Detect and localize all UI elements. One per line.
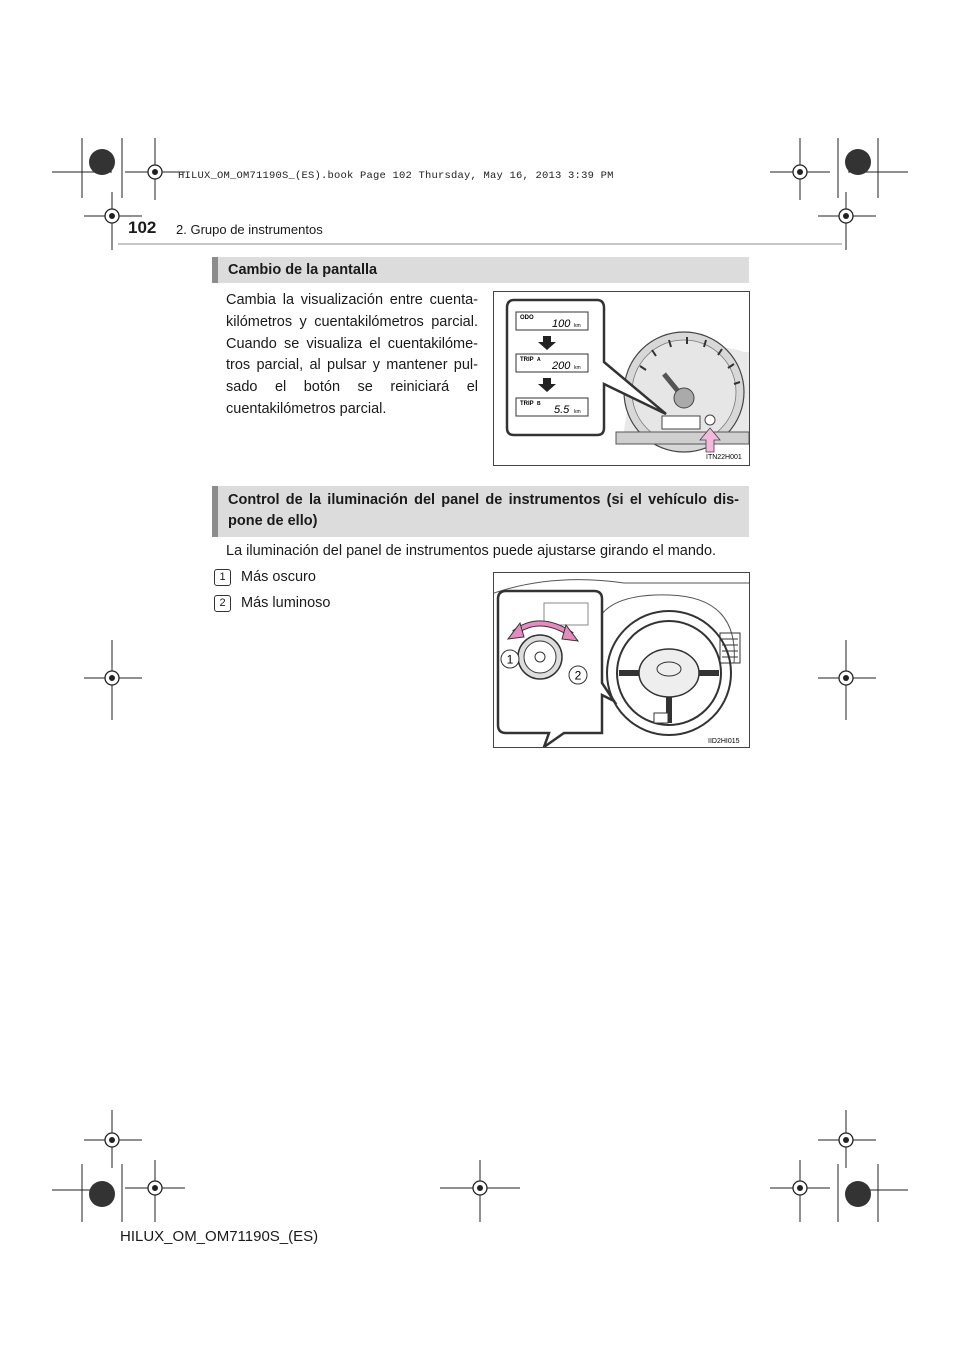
figure-odometer-display: [493, 291, 750, 466]
dashboard-illustration: [494, 573, 749, 747]
callout-2: 2: [574, 668, 582, 683]
tripa-suffix: A: [537, 357, 541, 363]
tripb-suffix: B: [537, 401, 541, 407]
tripa-label: TRIP: [520, 357, 534, 363]
display-change-text: Cambia la visualización entre cuenta-kilómetros y cuentakilómetros parcial. Cuando se visualiza el cuentakilóme-tros parcial, al pulsar y mantener pul-sado el botón se reiniciará el cuentakilómetros parcial.: [226, 292, 478, 417]
footer-doc-id: HILUX_OM_OM71190S_(ES): [120, 1228, 319, 1245]
figure-code: IID2HI015: [708, 738, 740, 745]
figure-code: ITN22H001: [706, 454, 742, 461]
section-title: 2. Grupo de instrumentos: [176, 222, 323, 237]
item-label: Más oscuro: [241, 569, 316, 585]
header-rule: [118, 243, 842, 245]
list-item-darker: [214, 569, 316, 586]
tripb-unit: km: [574, 409, 581, 415]
heading-display-change: Cambio de la pantalla: [212, 257, 749, 283]
illumination-text: La iluminación del panel de instrumentos puede ajustarse girando el mando.: [226, 543, 717, 559]
odometer-illustration: [494, 292, 749, 465]
page-number: 102: [128, 218, 157, 237]
list-item-brighter: [214, 595, 330, 612]
tripa-unit: km: [574, 365, 581, 371]
tripb-value: 5.5: [554, 404, 570, 416]
figure-illumination-knob: [493, 572, 750, 748]
callout-1: 1: [506, 652, 514, 667]
odo-unit: km: [574, 323, 581, 329]
item-number: 1: [214, 569, 231, 586]
tripb-label: TRIP: [520, 401, 534, 407]
tripa-value: 200: [552, 360, 571, 372]
book-info-line: HILUX_OM_OM71190S_(ES).book Page 102 Thursday, May 16, 2013 3:39 PM: [178, 170, 614, 182]
heading-illumination-control: Control de la iluminación del panel de instrumentos (si el vehículo dis-pone de ello): [212, 486, 749, 537]
item-number: 2: [214, 595, 231, 612]
item-label: Más luminoso: [241, 595, 331, 611]
odo-value: 100: [552, 318, 571, 330]
odo-label: ODO: [520, 315, 534, 321]
